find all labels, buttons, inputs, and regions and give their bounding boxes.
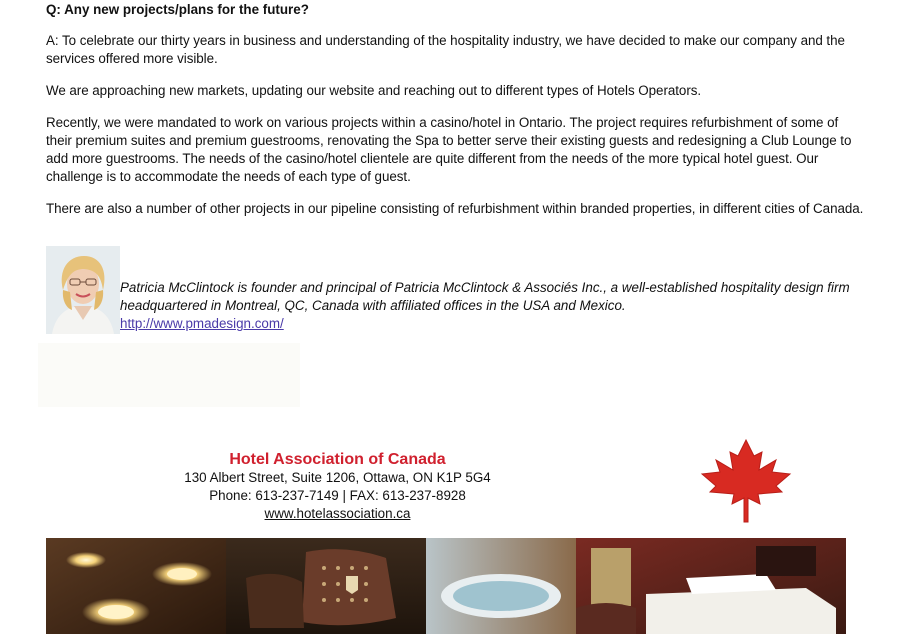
question-heading: Q: Any new projects/plans for the future?: [46, 2, 309, 17]
paragraph-answer: A: To celebrate our thirty years in business and understanding of the hospitality industry, we have decided to make our company and the services offered more visible.: [46, 33, 845, 66]
bio-text: Patricia McClintock is founder and principal of Patricia McClintock & Associés Inc., a well-established hospitality design firm headquartered in Montreal, QC, Canada with affiliated offices in the USA and Mexico.: [120, 280, 850, 313]
faded-image-area: [38, 343, 300, 407]
maple-leaf-icon: [696, 436, 796, 528]
banner-image: [46, 538, 846, 634]
pmadesign-link[interactable]: http://www.pmadesign.com/: [120, 316, 284, 331]
avatar: [46, 246, 120, 334]
paragraph-markets: We are approaching new markets, updating our website and reaching out to different types of Hotels Operators.: [46, 83, 702, 98]
association-name: Hotel Association of Canada: [229, 451, 446, 468]
association-contact: [145, 450, 530, 523]
article: [46, 0, 866, 232]
association-phone: Phone: 613-237-7149 | FAX: 613-237-8928: [209, 488, 466, 503]
paragraph-pipeline: There are also a number of other projects in our pipeline consisting of refurbishment within branded properties, in different cities of Canada.: [46, 201, 864, 216]
association-website-link[interactable]: www.hotelassociation.ca: [264, 506, 411, 521]
association-address: 130 Albert Street, Suite 1206, Ottawa, ON K1P 5G4: [184, 470, 491, 485]
hotel-photo-banner: [46, 538, 846, 634]
author-bio: [46, 246, 866, 336]
paragraph-projects: Recently, we were mandated to work on various projects within a casino/hotel in Ontario. The project requires refurbishment of some of their premium suites and premium guestrooms, renovating the Spa to better serve their existing guests and redesigning a Club Lounge to add more guestrooms. The needs of the casino/hotel clientele are quite different from the needs of the more typical hotel guest. Our challenge is to accommodate the needs of each type of guest.: [46, 115, 852, 184]
portrait-image: [46, 246, 120, 334]
